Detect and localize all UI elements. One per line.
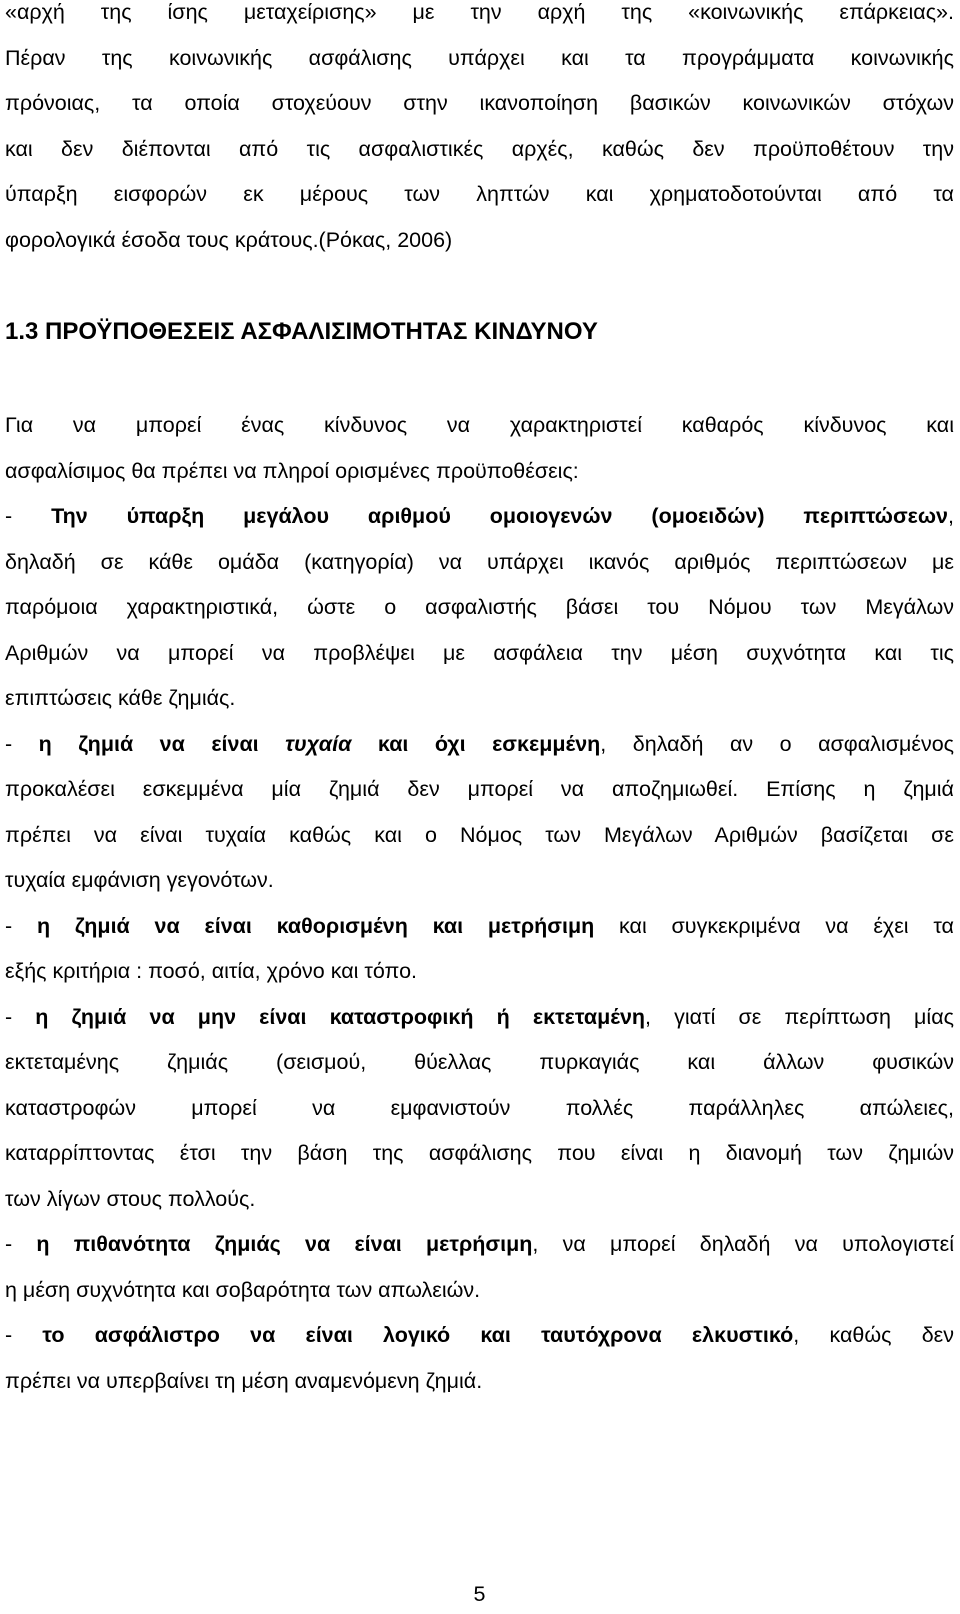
text-line: εκτεταμένης ζημιάς (σεισμού, θύελλας πυρκαγιάς και άλλων φυσικών [5, 1050, 954, 1074]
text-line: προκαλέσει εσκεμμένα μία ζημιά δεν μπορεί να αποζημιωθεί. Επίσης η ζημιά [5, 777, 954, 801]
criterion-5-lead [5, 1222, 954, 1268]
text-line: πρέπει να είναι τυχαία καθώς και ο Νόμος των Μεγάλων Αριθμών βασίζεται σε [5, 822, 954, 847]
list-dash: - [5, 913, 37, 938]
criterion-text: και συγκεκριμένα να έχει τα [594, 913, 954, 938]
text-line: δηλαδή σε κάθε ομάδα (κατηγορία) να υπάρχει ικανός αριθμός περιπτώσεων με [5, 549, 954, 574]
text-line: ασφαλίσιμος θα πρέπει να πληροί ορισμένες προϋποθέσεις: [5, 458, 579, 483]
criterion-emphasis: τυχαία [285, 731, 352, 756]
page-number: 5 [473, 1582, 486, 1606]
criterion-1-lead [5, 494, 954, 540]
criterion-text: , δηλαδή αν ο ασφαλισμένος [600, 731, 955, 756]
criterion-title: το ασφάλιστρο να είναι λογικό και ταυτόχρονα ελκυστικό [42, 1323, 794, 1347]
text-line: Πέραν της κοινωνικής ασφάλισης υπάρχει και τα προγράμματα κοινωνικής [5, 45, 954, 70]
text-line: πρέπει να υπερβαίνει τη μέση αναμενόμενη ζημιά. [5, 1368, 483, 1393]
text-line: η μέση συχνότητα και σοβαρότητα των απωλειών. [5, 1277, 481, 1302]
criterion-4-lead [5, 995, 954, 1041]
text-line: εξής κριτήρια : ποσό, αιτία, χρόνο και τόπο. [5, 959, 418, 983]
list-dash: - [5, 1323, 43, 1347]
criterion-6-lead [5, 1313, 954, 1359]
criterion-punct: , [948, 504, 954, 528]
text-line: «αρχή της ίσης μεταχείρισης» με την αρχή της «κοινωνικής επάρκειας». [5, 0, 954, 24]
section-heading: 1.3 ΠΡΟΫΠΟΘΕΣΕΙΣ ΑΣΦΑΛΙΣΙΜΟΤΗΤΑΣ ΚΙΝΔΥΝΟΥ [5, 318, 598, 345]
list-dash: - [5, 504, 52, 528]
list-dash: - [5, 731, 39, 756]
text-line: καταστροφών μπορεί να εμφανιστούν πολλές παράλληλες απώλειες, [5, 1095, 954, 1120]
list-dash: - [5, 1232, 37, 1256]
intro-paragraph [5, 0, 954, 263]
criterion-title: η ζημιά να είναι καθορισμένη και μετρήσιμη [36, 913, 595, 938]
text-line: Για να μπορεί ένας κίνδυνος να χαρακτηριστεί καθαρός κίνδυνος και [5, 413, 954, 437]
text-line: Αριθμών να μπορεί να προβλέψει με ασφάλεια την μέση συχνότητα και τις [5, 640, 954, 665]
criterion-title: Την ύπαρξη μεγάλου αριθμού ομοιογενών (ομοειδών) περιπτώσεων [51, 504, 949, 528]
text-line: φορολογικά έσοδα τους κράτους.(Ρόκας, 2006) [5, 227, 453, 252]
criterion-2-lead [5, 722, 954, 768]
text-line: των λίγων στους πολλούς. [5, 1186, 256, 1211]
criterion-3-lead [5, 904, 954, 950]
criterion-title: η ζημιά να είναι [38, 731, 286, 756]
section-body [5, 403, 954, 1404]
text-line: ύπαρξη εισφορών εκ μέρους των ληπτών και χρηματοδοτούνται από τα [5, 182, 954, 206]
text-line: πρόνοιας, τα οποία στοχεύουν στην ικανοποίηση βασικών κοινωνικών στόχων [5, 91, 954, 115]
criterion-text: , να μπορεί δηλαδή να υπολογιστεί [532, 1232, 954, 1256]
criterion-title: και όχι εσκεμμένη [351, 731, 601, 756]
list-dash: - [5, 1004, 36, 1029]
criterion-title: η πιθανότητα ζημιάς να είναι μετρήσιμη [36, 1232, 533, 1256]
text-line: παρόμοια χαρακτηριστικά, ώστε ο ασφαλιστής βάσει του Νόμου των Μεγάλων [5, 595, 954, 619]
text-line: και δεν διέπονται από τις ασφαλιστικές αρχές, καθώς δεν προϋποθέτουν την [5, 136, 954, 161]
text-line: επιπτώσεις κάθε ζημιάς. [5, 686, 236, 710]
criterion-text: , γιατί σε περίπτωση μίας [645, 1004, 954, 1029]
criterion-title: η ζημιά να μην είναι καταστροφική ή εκτεταμένη [35, 1004, 646, 1029]
text-line: καταρρίπτοντας έτσι την βάση της ασφάλισης που είναι η διανομή των ζημιών [5, 1141, 954, 1165]
text-line: τυχαία εμφάνιση γεγονότων. [5, 868, 274, 892]
criterion-text: , καθώς δεν [793, 1323, 955, 1347]
